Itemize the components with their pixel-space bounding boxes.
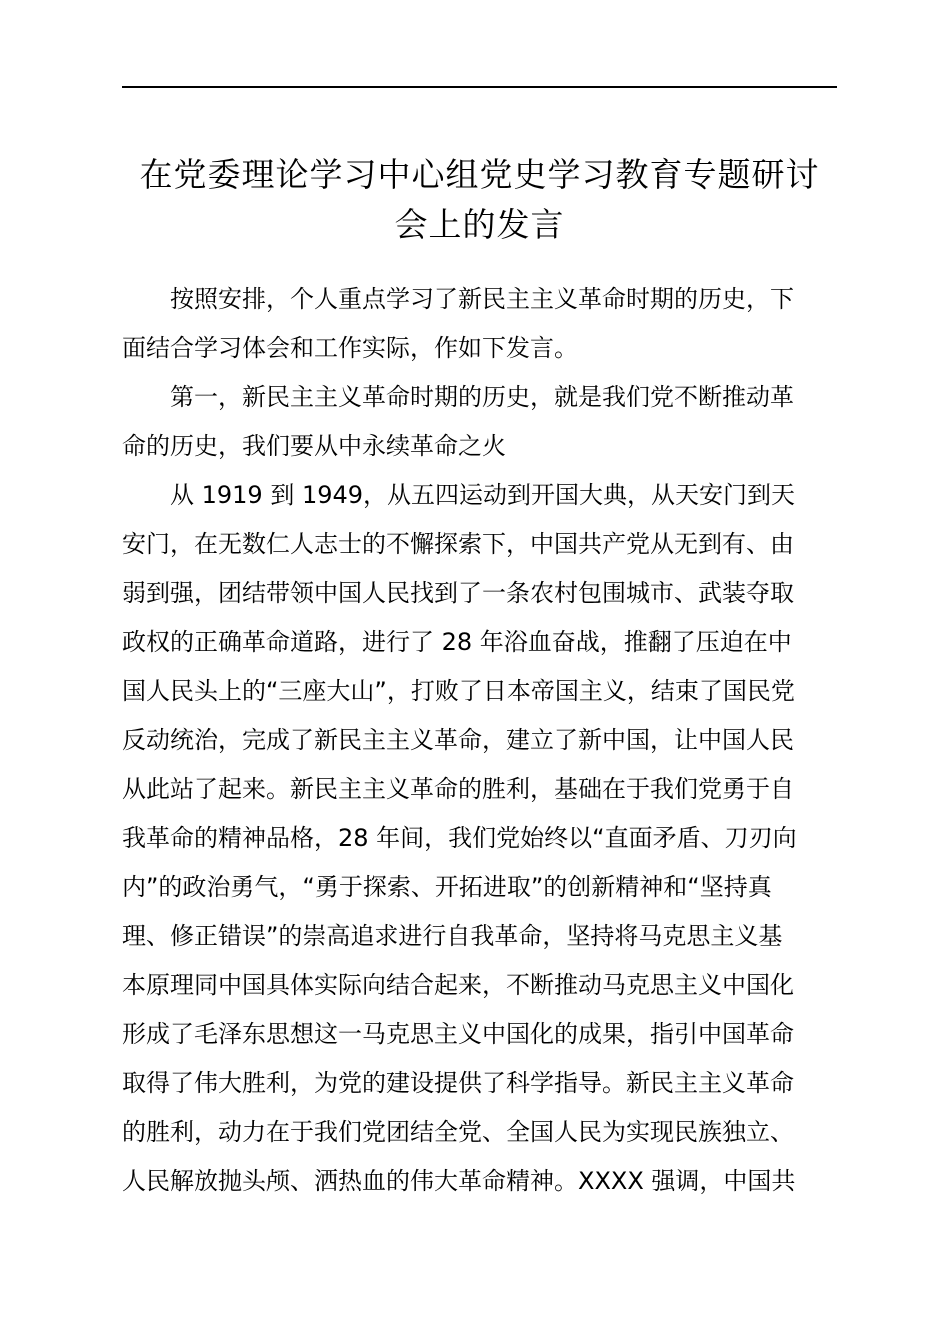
text-line: 国人民头上的“三座大山”，打败了日本帝国主义，结束了国民党 xyxy=(122,677,795,705)
text-line: 政权的正确革命道路，进行了 28 年浴血奋战，推翻了压迫在中 xyxy=(122,628,792,656)
text-line: 本原理同中国具体实际向结合起来，不断推动马克思主义中国化 xyxy=(122,971,794,999)
text-line: 内”的政治勇气，“勇于探索、开拓进取”的创新精神和“坚持真 xyxy=(122,873,772,901)
text-line: 我革命的精神品格，28 年间，我们党始终以“直面矛盾、刀刃向 xyxy=(122,824,797,852)
text-line: 的胜利，动力在于我们党团结全党、全国人民为实现民族独立、 xyxy=(122,1118,794,1146)
text-line: 反动统治，完成了新民主主义革命，建立了新中国，让中国人民 xyxy=(122,726,794,754)
text-line: 命的历史，我们要从中永续革命之火 xyxy=(122,432,506,460)
title-line: 在党委理论学习中心组党史学习教育专题研讨 xyxy=(139,155,820,194)
text-line: 安门，在无数仁人志士的不懈探索下，中国共产党从无到有、由 xyxy=(122,530,794,558)
text-line: 从此站了起来。新民主主义革命的胜利，基础在于我们党勇于自 xyxy=(122,775,794,803)
text-line: 按照安排，个人重点学习了新民主主义革命时期的历史，下 xyxy=(170,285,794,313)
title-line: 会上的发言 xyxy=(394,205,565,244)
paragraph-section-heading xyxy=(122,373,837,471)
text-line: 形成了毛泽东思想这一马克思主义中国化的成果，指引中国革命 xyxy=(122,1020,794,1048)
paragraph-history xyxy=(122,471,837,1206)
text-line: 面结合学习体会和工作实际，作如下发言。 xyxy=(122,334,578,362)
text-line: 第一，新民主主义革命时期的历史，就是我们党不断推动革 xyxy=(170,383,794,411)
document-body xyxy=(122,275,837,1206)
text-line: 弱到强，团结带领中国人民找到了一条农村包围城市、武装夺取 xyxy=(122,579,794,607)
text-line: 理、修正错误”的崇高追求进行自我革命，坚持将马克思主义基 xyxy=(122,922,783,950)
header-rule xyxy=(122,86,837,88)
text-line: 从 1919 到 1949，从五四运动到开国大典，从天安门到天 xyxy=(170,481,796,509)
document-title xyxy=(122,150,837,250)
paragraph-intro xyxy=(122,275,837,373)
text-line: 取得了伟大胜利，为党的建设提供了科学指导。新民主主义革命 xyxy=(122,1069,794,1097)
text-line: 人民解放抛头颅、洒热血的伟大革命精神。XXXX 强调，中国共 xyxy=(122,1167,796,1195)
